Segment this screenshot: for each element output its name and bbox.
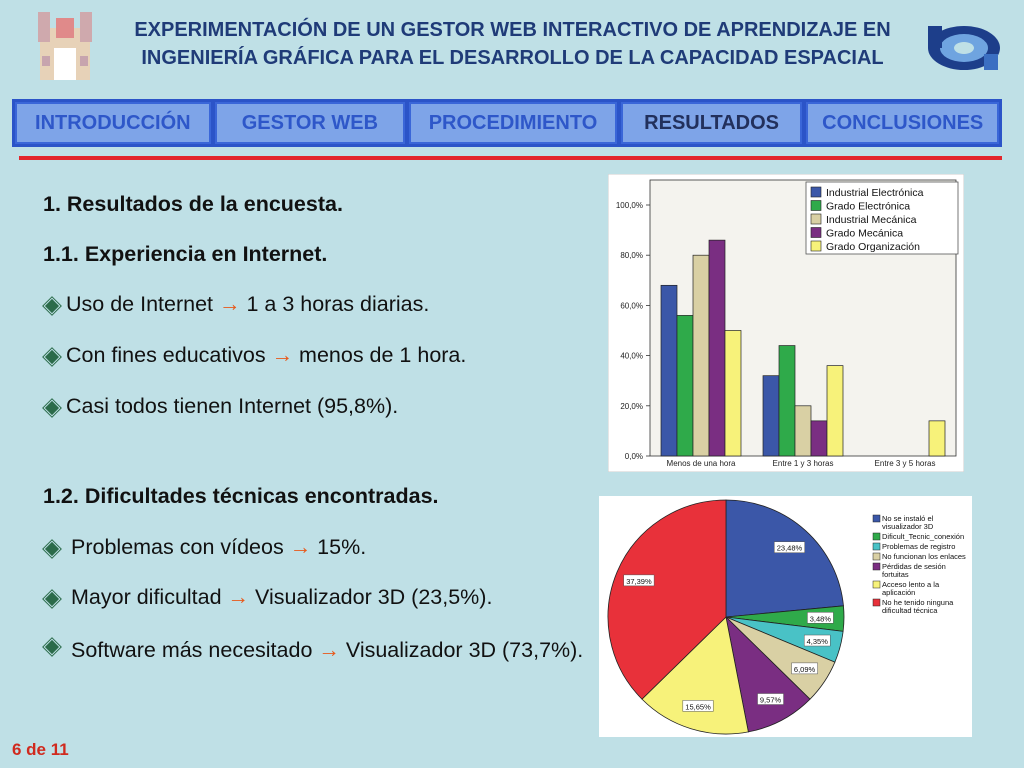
slice-label: 15,65% <box>685 702 711 712</box>
slice-label: 9,57% <box>759 695 782 705</box>
bullet-text: Casi todos tienen Internet (95,8%). <box>66 394 399 418</box>
bullet-text: Mayor dificultad <box>71 585 228 609</box>
pie-chart <box>599 496 972 737</box>
arrow-icon: → <box>218 292 241 316</box>
legend-label: Pérdidas de sesión fortuitas <box>882 562 946 579</box>
bar <box>693 255 709 456</box>
3d-gears-logo-icon <box>922 14 1002 78</box>
heading-dificultades-tecnicas: 1.2. Dificultades técnicas encontradas. <box>43 484 439 508</box>
bar <box>677 315 693 456</box>
legend-label: No he tenido ninguna dificultad técnica <box>882 598 954 615</box>
x-tick-label: Entre 3 y 5 horas <box>874 459 936 468</box>
bar <box>661 285 677 456</box>
legend-label: Grado Organización <box>826 241 920 253</box>
slice-label: 37,39% <box>626 576 652 586</box>
tab-conclusiones[interactable]: CONCLUSIONES <box>806 102 999 144</box>
bullet-text: Software más necesitado <box>71 638 319 662</box>
bar <box>779 346 795 456</box>
slice-label: 4,35% <box>806 637 828 647</box>
main-nav <box>12 99 1002 147</box>
y-tick-label: 60,0% <box>620 301 643 311</box>
bar <box>795 406 811 456</box>
tab-resultados[interactable]: RESULTADOS <box>621 102 803 144</box>
bullet-text: Con fines educativos <box>66 343 272 367</box>
legend-label: Dificult_Tecnic_conexión <box>882 532 965 541</box>
list-item <box>43 394 398 419</box>
title-line-2: INGENIERÍA GRÁFICA PARA EL DESARROLLO DE LA CAPACIDAD ESPACIAL <box>141 47 884 69</box>
legend-label: No se instaló el visualizador 3D <box>882 514 934 531</box>
legend-label: Industrial Mecánica <box>826 214 917 226</box>
tab-introduccion[interactable]: INTRODUCCIÓN <box>15 102 211 144</box>
legend-swatch <box>873 563 880 570</box>
heading-experiencia-internet: 1.1. Experiencia en Internet. <box>43 242 328 266</box>
bullet-diamond-icon <box>45 592 59 606</box>
legend-swatch <box>811 201 821 211</box>
y-tick-label: 20,0% <box>620 401 643 411</box>
arrow-icon: → <box>271 343 294 367</box>
y-tick-label: 80,0% <box>620 251 643 261</box>
legend-label: Industrial Electrónica <box>826 187 924 199</box>
bullet-text: Visualizador 3D (23,5%). <box>249 585 493 609</box>
legend-swatch <box>811 241 821 251</box>
bar <box>763 376 779 456</box>
bullet-diamond-icon <box>45 542 59 556</box>
tab-gestor-web[interactable]: GESTOR WEB <box>215 102 406 144</box>
legend-label: Acceso lento a la aplicación <box>882 580 940 597</box>
legend-label: Grado Mecánica <box>826 227 904 240</box>
list-item <box>43 292 429 317</box>
legend-swatch <box>811 228 821 238</box>
bar <box>827 366 843 456</box>
list-item <box>43 535 366 560</box>
slice-label: 6,09% <box>793 664 816 674</box>
bar <box>811 421 827 456</box>
list-item <box>43 633 591 667</box>
arrow-icon: → <box>227 585 250 609</box>
page-title <box>100 16 925 72</box>
x-tick-label: Entre 1 y 3 horas <box>772 459 834 468</box>
list-item <box>43 585 492 610</box>
x-tick-label: Menos de una hora <box>666 459 736 468</box>
bullet-diamond-icon <box>45 401 59 415</box>
bar <box>709 240 725 456</box>
title-line-1: EXPERIMENTACIÓN DE UN GESTOR WEB INTERACTIVO DE APRENDIZAJE EN <box>134 19 891 41</box>
slice-label: 3,48% <box>809 614 832 624</box>
y-tick-label: 40,0% <box>620 351 643 361</box>
bullet-diamond-icon <box>45 350 59 364</box>
bullet-diamond-icon <box>45 299 59 313</box>
legend-label: No funcionan los enlaces <box>882 552 966 561</box>
page-number: 6 de 11 <box>12 740 69 759</box>
castle-logo-icon <box>34 8 96 82</box>
legend-label: Grado Electrónica <box>826 200 911 213</box>
arrow-icon: → <box>318 638 340 662</box>
legend-swatch <box>873 553 880 560</box>
bullet-text: Problemas con vídeos <box>71 535 290 559</box>
list-item <box>43 343 466 368</box>
legend-swatch <box>873 599 880 606</box>
divider <box>19 156 1002 160</box>
bullet-diamond-icon <box>45 640 59 654</box>
bullet-text: Visualizador 3D (73,7%). <box>339 638 584 662</box>
legend-swatch <box>873 581 880 588</box>
legend-swatch <box>873 515 880 522</box>
y-tick-label: 0,0% <box>624 452 643 461</box>
legend-swatch <box>873 533 880 540</box>
bullet-text: Uso de Internet <box>66 292 219 316</box>
y-tick-label: 100,0% <box>615 201 643 210</box>
legend-swatch <box>811 187 821 197</box>
legend-swatch <box>811 214 821 224</box>
bar <box>929 421 945 456</box>
slice-label: 23,48% <box>776 543 803 553</box>
bullet-text: 1 a 3 horas diarias. <box>240 292 430 316</box>
bullet-text: menos de 1 hora. <box>293 343 467 367</box>
heading-resultados-encuesta: 1. Resultados de la encuesta. <box>43 192 343 216</box>
legend-label: Problemas de registro <box>882 542 956 551</box>
bullet-text: 15%. <box>311 535 367 559</box>
bar-chart <box>608 174 964 472</box>
legend-swatch <box>873 543 880 550</box>
bar <box>725 331 741 457</box>
arrow-icon: → <box>289 535 312 559</box>
tab-procedimiento[interactable]: PROCEDIMIENTO <box>409 102 617 144</box>
